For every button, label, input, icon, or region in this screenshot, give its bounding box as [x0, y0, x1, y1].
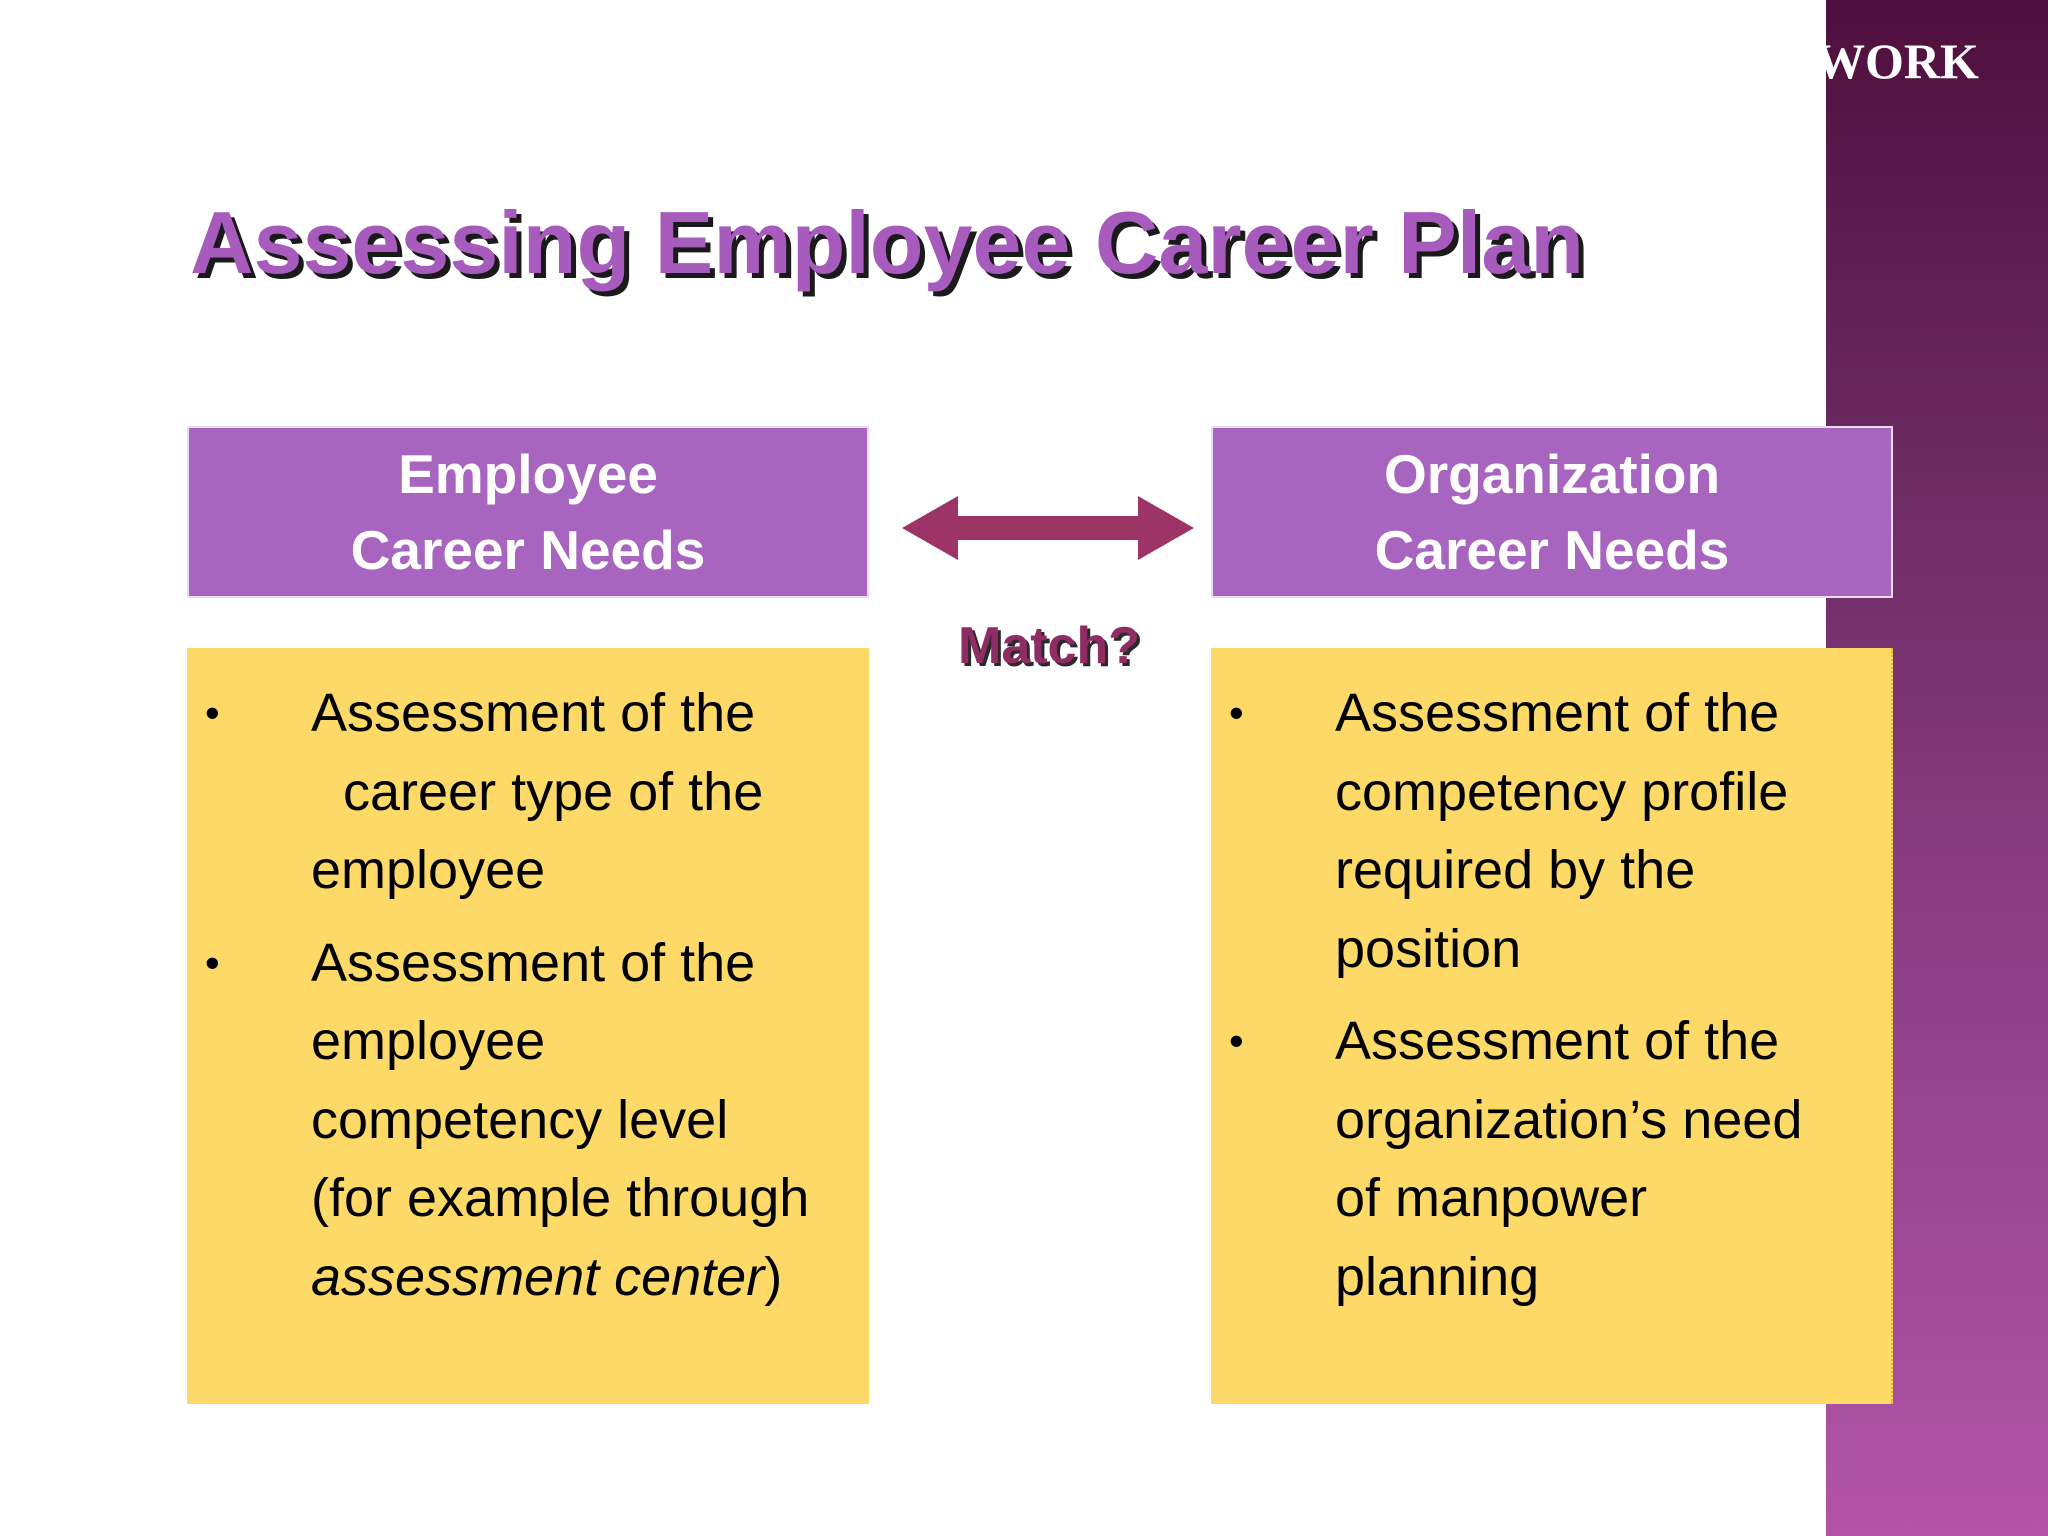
list-item: • Assessment of the organization’s need of manpower planning	[1211, 1002, 1891, 1316]
bullet-dot-icon: •	[205, 938, 220, 986]
heading-line: Organization	[1383, 443, 1721, 505]
organization-career-needs-heading	[1211, 426, 1893, 598]
organization-needs-list	[1211, 674, 1891, 1330]
list-item: • Assessment of the employee competency level (for example through assessment center)	[187, 924, 869, 1317]
corner-header-text: WORK	[1815, 33, 1979, 89]
employee-needs-list	[187, 674, 869, 1330]
slide-title: Assessing Employee Career Plan	[190, 193, 1584, 292]
employee-career-needs-heading	[187, 426, 869, 598]
match-label: Match?	[958, 617, 1140, 675]
bullet-dot-icon: •	[205, 689, 220, 736]
bullet-dot-icon: •	[1229, 689, 1244, 736]
list-item: • Assessment of the career type of the employee	[187, 674, 869, 910]
bullet-dot-icon: •	[1229, 1017, 1244, 1064]
organization-needs-box	[1211, 648, 1893, 1404]
heading-line: Employee	[398, 443, 658, 505]
employee-needs-box	[187, 648, 869, 1404]
list-item: • Assessment of the competency profile required by the position	[1211, 674, 1891, 988]
heading-line: Career Needs	[350, 519, 706, 581]
double-headed-arrow-icon	[902, 494, 1194, 562]
heading-line: Career Needs	[1374, 519, 1730, 581]
